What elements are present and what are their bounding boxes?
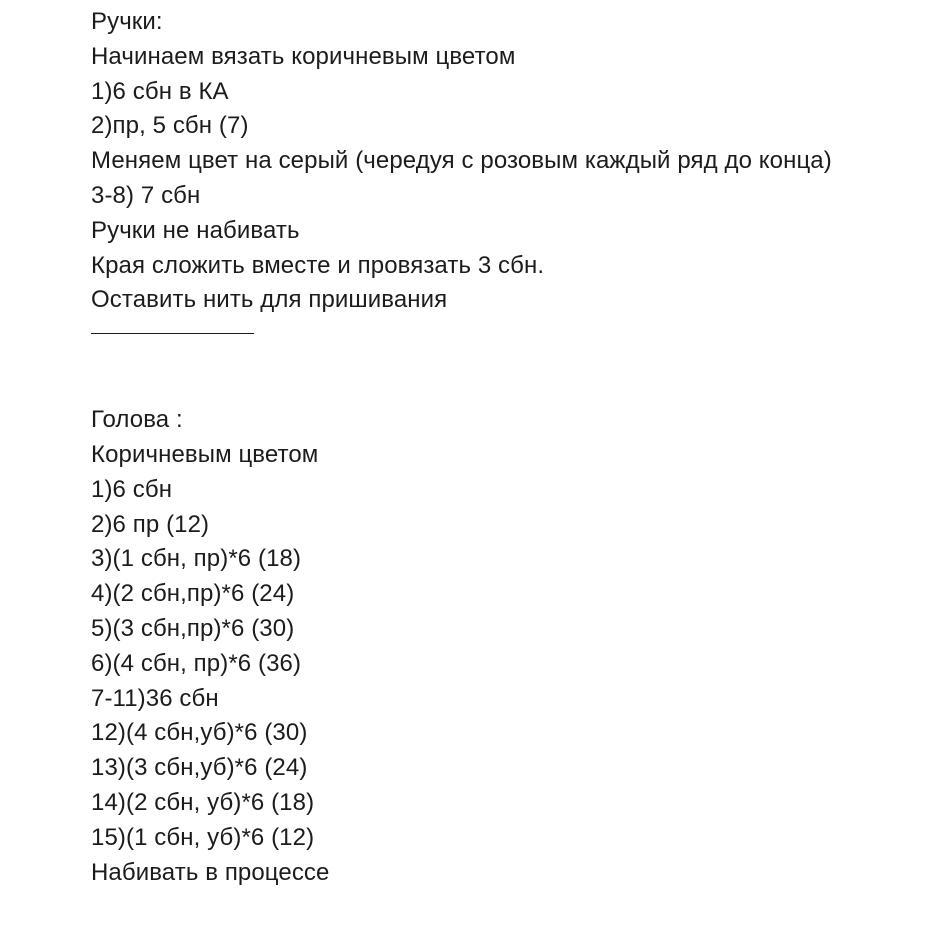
head-line-11: 14)(2 сбн, уб)*6 (18)	[91, 788, 315, 816]
handles-line-2: 1)6 сбн в КА	[91, 77, 229, 105]
head-line-10: 13)(3 сбн,уб)*6 (24)	[91, 754, 308, 782]
head-line-9: 12)(4 сбн,уб)*6 (30)	[91, 719, 308, 747]
head-line-7: 6)(4 сбн, пр)*6 (36)	[91, 649, 302, 677]
head-line-8: 7-11)36 сбн	[91, 684, 219, 712]
head-line-2: 1)6 сбн	[91, 475, 173, 503]
section-title-handles: Ручки:	[91, 8, 163, 35]
handles-line-6: Ручки не набивать	[91, 216, 300, 244]
head-line-13: Набивать в процессе	[91, 858, 330, 886]
head-line-4: 3)(1 сбн, пр)*6 (18)	[91, 545, 302, 573]
section-title-head: Голова :	[91, 406, 183, 434]
handles-line-3: 2)пр, 5 сбн (7)	[91, 112, 249, 140]
head-line-1: Коричневым цветом	[91, 440, 319, 468]
handles-line-7: Края сложить вместе и провязать 3 сбн.	[91, 251, 545, 279]
head-line-6: 5)(3 сбн,пр)*6 (30)	[91, 614, 295, 642]
head-line-5: 4)(2 сбн,пр)*6 (24)	[91, 580, 295, 608]
handles-line-5: 3-8) 7 сбн	[91, 181, 201, 209]
handles-line-4: Меняем цвет на серый (чередуя с розовым каждый ряд до конца)	[91, 147, 832, 175]
handles-line-8: Оставить нить для пришивания	[91, 286, 448, 314]
head-line-12: 15)(1 сбн, уб)*6 (12)	[91, 823, 315, 851]
head-line-3: 2)6 пр (12)	[91, 510, 210, 538]
note-document	[91, 5, 911, 890]
handles-line-1: Начинаем вязать коричневым цветом	[91, 42, 516, 70]
